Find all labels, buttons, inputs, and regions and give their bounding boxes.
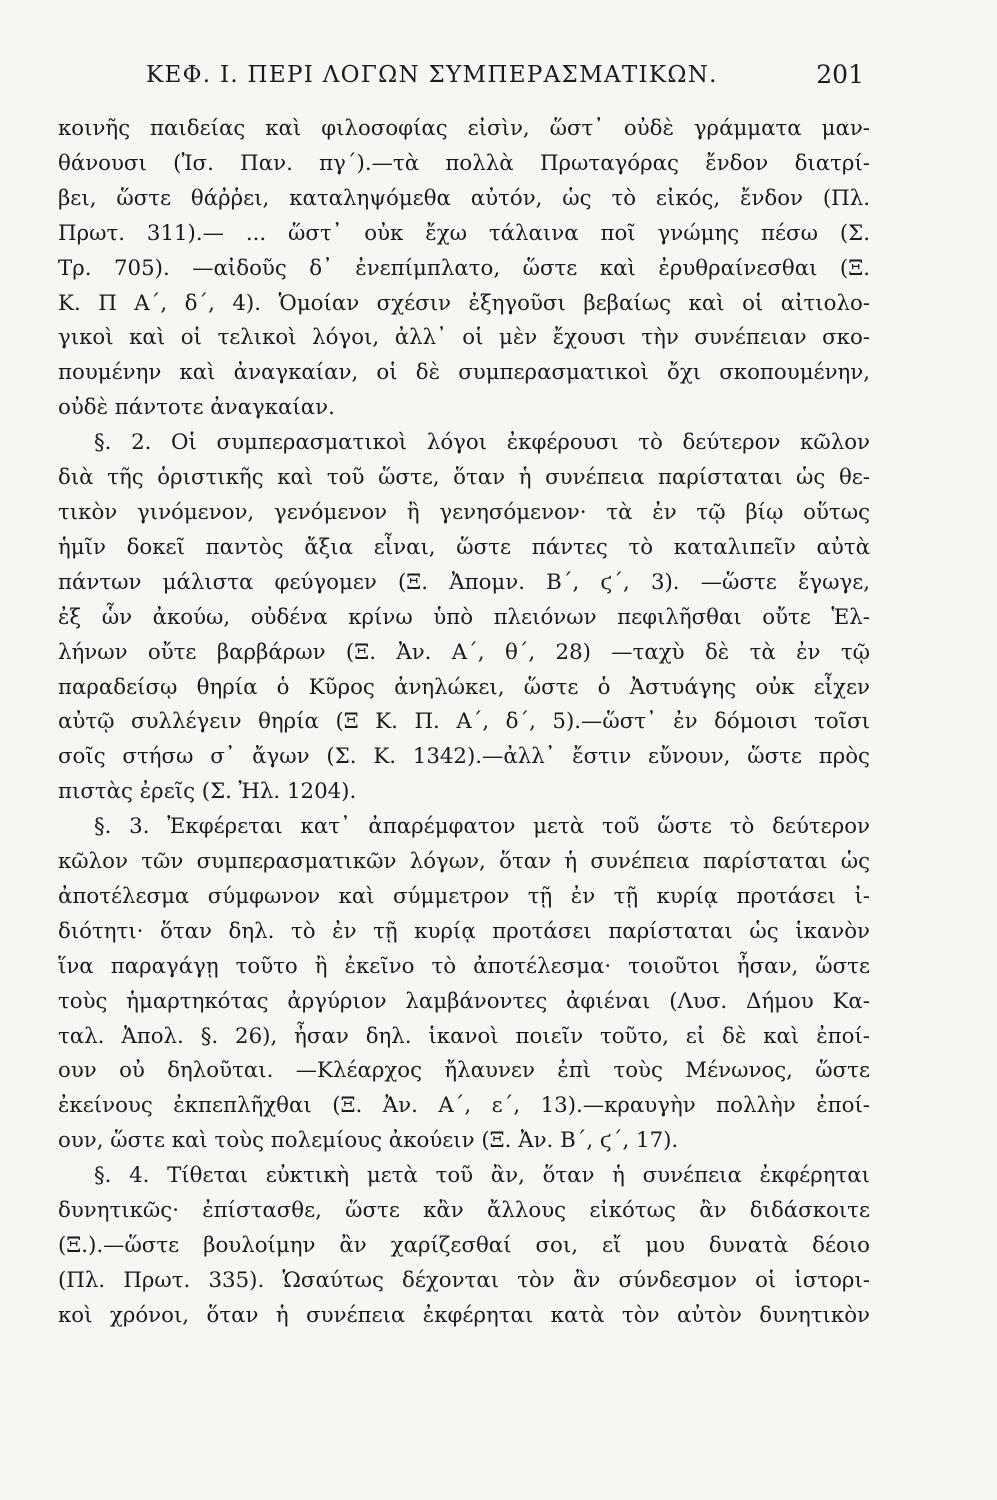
text-line: πουμένην καὶ ἀναγκαίαν, οἱ δὲ συμπερασματικοὶ ὄχι σκοπουμένην, xyxy=(58,360,870,386)
text-line: ουν οὐ δηλοῦται. —Κλέαρχος ἤλαυνεν ἐπὶ τοὺς Μένωνος, ὥστε xyxy=(58,1058,870,1084)
running-title: ΚΕΦ. Ι. ΠΕΡΙ ΛΟΓΩΝ ΣΥΜΠΕΡΑΣΜΑΤΙΚΩΝ. xyxy=(146,62,718,88)
text-line: τοὺς ἡμαρτηκότας ἀργύριον λαμβάνοντες ἀφιέναι (Λυσ. Δήμου Κα- xyxy=(58,988,870,1014)
text-line: βει, ὥστε θάῤῥει, καταληψόμεθα αὐτόν, ὡς τὸ εἰκός, ἔνδον (Πλ. xyxy=(58,185,870,211)
text-line: ἵνα παραγάγῃ τοῦτο ἢ ἐκεῖνο τὸ ἀποτέλεσμα· τοιοῦτοι ἦσαν, ὥστε xyxy=(58,953,870,979)
body-text xyxy=(58,112,870,1334)
text-line: πιστὰς ἐρεῖς (Σ. Ἠλ. 1204). xyxy=(58,779,357,805)
text-line: διότητι· ὅταν δηλ. τὸ ἐν τῇ κυρίᾳ προτάσει παρίσταται ὡς ἱκανὸν xyxy=(58,918,870,944)
book-page xyxy=(58,62,870,1472)
paragraph-section-4 xyxy=(58,1159,870,1334)
text-line: ἐκείνους ἐκπεπλῆχθαι (Ξ. Ἀν. Α´, ε´, 13).—κραυγὴν πολλὴν ἐποί- xyxy=(58,1093,870,1119)
text-line: δυνητικῶς· ἐπίστασθε, ὥστε κἂν ἄλλους εἰκότως ἂν διδάσκοιτε xyxy=(58,1198,870,1224)
text-line: Τρ. 705). —αἰδοῦς δ᾽ ἐνεπίμπλατο, ὥστε καὶ ἐρυθραίνεσθαι (Ξ. xyxy=(58,255,870,281)
paragraph-continuation xyxy=(58,112,870,426)
text-line: Πρωτ. 311).— ... ὥστ᾽ οὐκ ἔχω τάλαινα ποῖ γνώμης πέσω (Σ. xyxy=(58,220,870,246)
text-line: ταλ. Ἀπολ. §. 26), ἦσαν δηλ. ἱκανοὶ ποιεῖν τοῦτο, εἰ δὲ καὶ ἐποί- xyxy=(58,1023,870,1049)
text-line: γικοὶ καὶ οἱ τελικοὶ λόγοι, ἀλλ᾽ οἱ μὲν ἔχουσι τὴν συνέπειαν σκο- xyxy=(58,325,870,351)
paragraph-section-2 xyxy=(58,426,870,810)
text-line: (Πλ. Πρωτ. 335). Ὡσαύτως δέχονται τὸν ἂν σύνδεσμον οἱ ἱστορι- xyxy=(58,1267,870,1293)
text-line: κῶλον τῶν συμπερασματικῶν λόγων, ὅταν ἡ συνέπεια παρίσταται ὡς xyxy=(58,849,870,875)
text-line: λήνων οὔτε βαρβάρων (Ξ. Ἀν. Α´, θ´, 28) —ταχὺ δὲ τὰ ἐν τῷ xyxy=(58,639,870,665)
text-line: ἡμῖν δοκεῖ παντὸς ἄξια εἶναι, ὥστε πάντες τὸ καταλιπεῖν αὐτὰ xyxy=(58,534,870,560)
running-head xyxy=(58,62,870,112)
text-line: κοὶ χρόνοι, ὅταν ἡ συνέπεια ἐκφέρηται κατὰ τὸν αὐτὸν δυνητικὸν xyxy=(58,1302,870,1328)
text-line: αὐτῷ συλλέγειν θηρία (Ξ Κ. Π. Α´, δ´, 5).—ὥστ᾽ ἐν δόμοισι τοῖσι xyxy=(58,709,870,735)
text-line: ἀποτέλεσμα σύμφωνον καὶ σύμμετρον τῇ ἐν τῇ κυρίᾳ προτάσει ἰ- xyxy=(58,883,870,909)
text-line: §. 3. Ἐκφέρεται κατ᾽ ἀπαρέμφατον μετὰ τοῦ ὥστε τὸ δεύτερον xyxy=(94,814,870,840)
text-line: παραδείσῳ θηρία ὁ Κῦρος ἀνηλώκει, ὥστε ὁ Ἀστυάγης οὐκ εἶχεν xyxy=(58,674,870,700)
text-line: §. 4. Τίθεται εὐκτικὴ μετὰ τοῦ ἂν, ὅταν ἡ συνέπεια ἐκφέρηται xyxy=(94,1163,870,1189)
text-line: ουν, ὥστε καὶ τοὺς πολεμίους ἀκούειν (Ξ. Ἀν. Β´, ϛ´, 17). xyxy=(58,1128,679,1154)
text-line: οὐδὲ πάντοτε ἀναγκαίαν. xyxy=(58,395,335,421)
text-line: ἐξ ὧν ἀκούω, οὐδένα κρίνω ὑπὸ πλειόνων πεφιλῆσθαι οὔτε Ἑλ- xyxy=(58,604,870,630)
text-line: θάνουσι (Ἰσ. Παν. πγ´).—τὰ πολλὰ Πρωταγόρας ἔνδον διατρί- xyxy=(58,150,870,176)
page-number: 201 xyxy=(816,60,864,89)
text-line: κοινῆς παιδείας καὶ φιλοσοφίας εἰσὶν, ὥστ᾽ οὐδὲ γράμματα μαν- xyxy=(58,116,870,141)
text-line: §. 2. Οἱ συμπερασματικοὶ λόγοι ἐκφέρουσι τὸ δεύτερον κῶλον xyxy=(94,430,870,456)
text-line: διὰ τῆς ὁριστικῆς καὶ τοῦ ὥστε, ὅταν ἡ συνέπεια παρίσταται ὡς θε- xyxy=(58,465,870,491)
text-line: Κ. Π Α´, δ´, 4). Ὁμοίαν σχέσιν ἐξηγοῦσι βεβαίως καὶ οἱ αἰτιολο- xyxy=(58,290,870,316)
text-line: πάντων μάλιστα φεύγομεν (Ξ. Ἀπομν. Β´, ϛ´, 3). —ὥστε ἔγωγε, xyxy=(58,569,870,595)
text-line: σοῖς στήσω σ᾽ ἄγων (Σ. Κ. 1342).—ἀλλ᾽ ἔστιν εὔνουν, ὥστε πρὸς xyxy=(58,744,870,770)
text-line: τικὸν γινόμενον, γενόμενον ἢ γενησόμενον· τὰ ἐν τῷ βίῳ οὕτως xyxy=(58,499,870,525)
paragraph-section-3 xyxy=(58,810,870,1159)
text-line: (Ξ.).—ὥστε βουλοίμην ἂν χαρίζεσθαί σοι, εἴ μου δυνατὰ δέοιο xyxy=(58,1233,870,1258)
